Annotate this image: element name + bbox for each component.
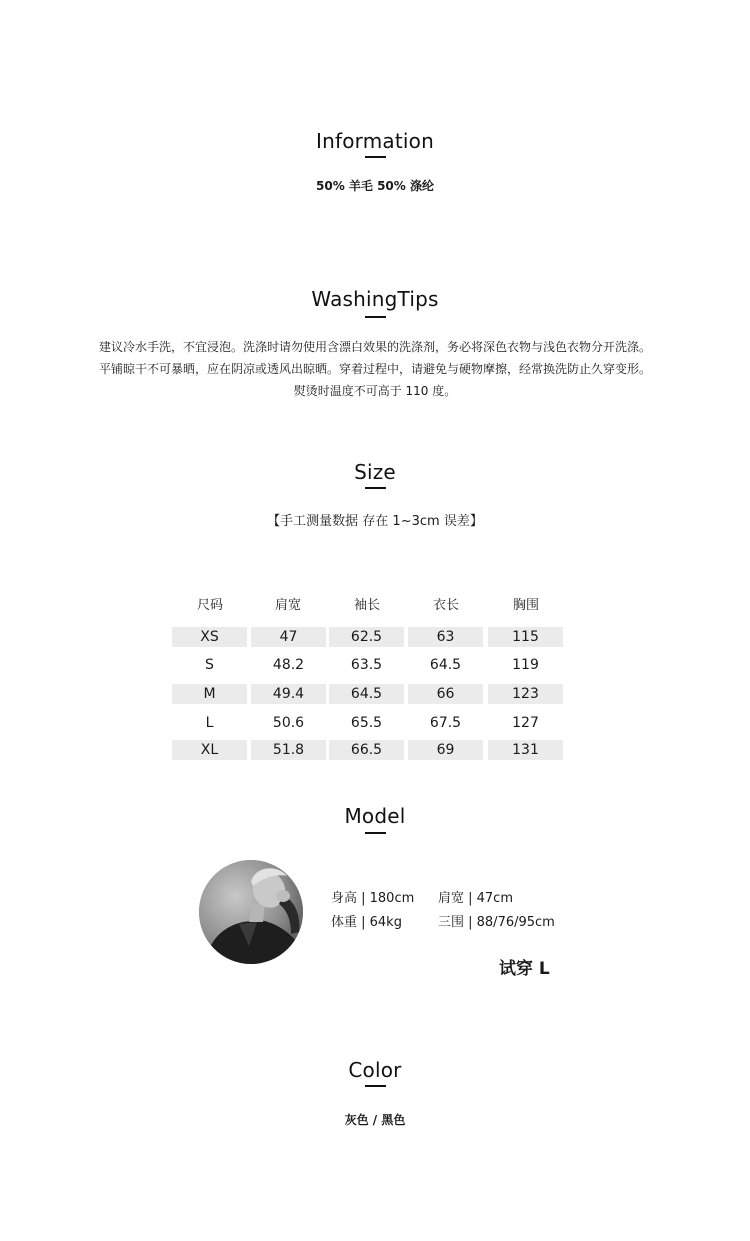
table-cell: 47 <box>251 627 326 647</box>
table-cell: L <box>205 715 214 731</box>
table-cell: 115 <box>488 627 563 647</box>
table-cell: 49.4 <box>251 684 326 704</box>
model-heading: Model <box>344 804 406 828</box>
table-cell: XL <box>172 740 247 760</box>
color-options: 灰色 / 黑色 <box>344 1113 406 1127</box>
size-underline <box>365 487 386 489</box>
measurement-note: 【手工测量数据 存在 1~3cm 误差】 <box>267 514 483 529</box>
table-cell: 127 <box>512 715 539 731</box>
table-cell: 131 <box>488 740 563 760</box>
table-cell: 63 <box>408 627 483 647</box>
column-header-shoulder: 肩宽 <box>274 598 301 613</box>
table-cell: 64.5 <box>329 684 404 704</box>
model-photo-illustration <box>199 860 303 964</box>
washing-heading: WashingTips <box>311 287 439 311</box>
table-cell: 66.5 <box>329 740 404 760</box>
table-cell: 66 <box>408 684 483 704</box>
table-cell: 64.5 <box>429 657 462 673</box>
table-cell: 48.2 <box>272 657 305 673</box>
size-heading: Size <box>354 460 396 484</box>
model-height: 身高 | 180cm <box>331 891 415 906</box>
table-cell: 69 <box>408 740 483 760</box>
washing-line: 建议冷水手洗，不宜浸泡。洗涤时请勿使用含漂白效果的洗涤剂，务必将深色衣物与浅色衣物分开洗涤。 <box>98 340 651 354</box>
column-header-sleeve: 袖长 <box>353 598 380 613</box>
column-header-chest: 胸围 <box>512 598 539 613</box>
table-cell: 67.5 <box>429 715 462 731</box>
model-underline <box>365 832 386 834</box>
table-cell: S <box>205 657 214 673</box>
washing-line: 平铺晾干不可暴晒，应在阴凉或透风出晾晒。穿着过程中，请避免与硬物摩擦，经常换洗防止久穿变形。 <box>98 362 651 376</box>
washing-underline <box>365 316 386 318</box>
table-cell: 50.6 <box>272 715 305 731</box>
information-underline <box>365 156 386 158</box>
model-weight: 体重 | 64kg <box>331 915 402 930</box>
try-on-size: 试穿 L <box>499 959 550 979</box>
table-cell: XS <box>172 627 247 647</box>
column-header-length: 衣长 <box>432 598 459 613</box>
table-cell: 119 <box>512 657 539 673</box>
model-shoulder: 肩宽 | 47cm <box>438 891 513 906</box>
table-cell: 65.5 <box>350 715 383 731</box>
table-cell: 123 <box>488 684 563 704</box>
table-cell: 62.5 <box>329 627 404 647</box>
information-heading: Information <box>316 129 434 153</box>
table-cell: 63.5 <box>350 657 383 673</box>
washing-line: 熨烫时温度不可高于 110 度。 <box>293 384 457 398</box>
model-photo <box>199 860 303 964</box>
model-measurements: 三围 | 88/76/95cm <box>438 915 555 930</box>
material-text: 50% 羊毛 50% 涤纶 <box>316 179 434 193</box>
table-cell: M <box>172 684 247 704</box>
color-heading: Color <box>348 1058 402 1082</box>
column-header-size: 尺码 <box>196 598 223 613</box>
color-underline <box>365 1085 386 1087</box>
table-cell: 51.8 <box>251 740 326 760</box>
